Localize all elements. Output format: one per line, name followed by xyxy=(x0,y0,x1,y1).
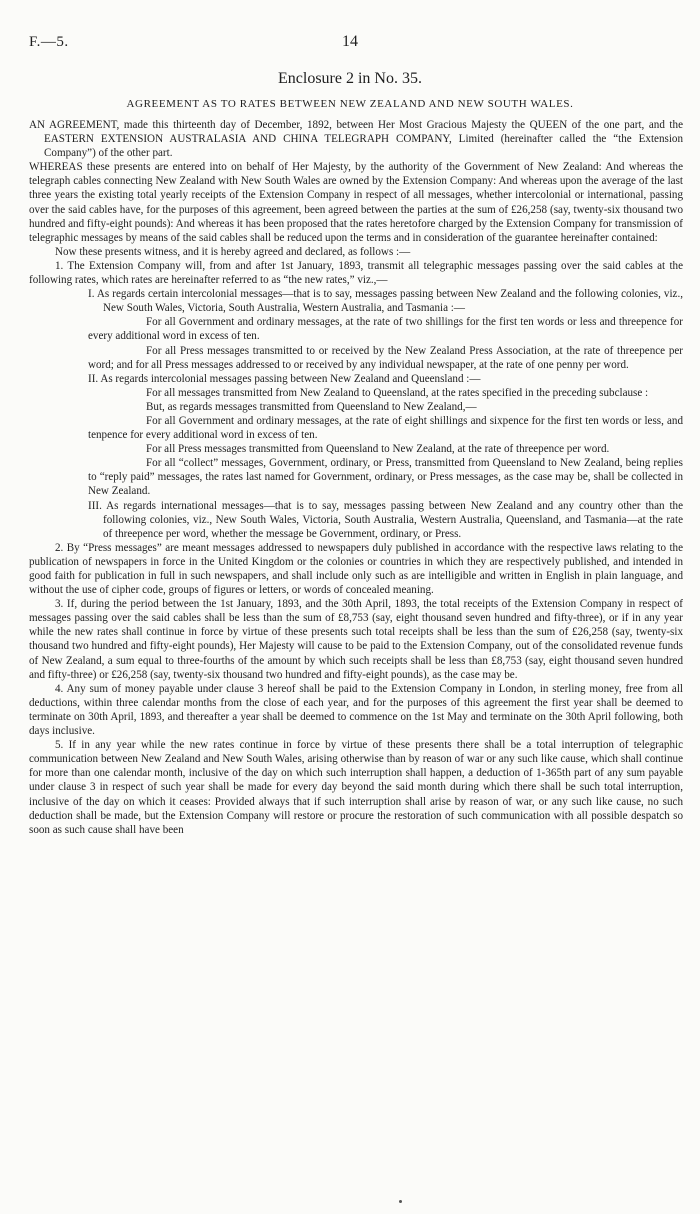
clause-5: 5. If in any year while the new rates continue in force by virtue of these presents there shall be a total interruption of telegraphic communication between New Zealand and New South Wales, arising otherwise than by reason of war or any such like cause, which shall continue for more than one calendar month, inclusive of the day on which such interruption shall happen, a deduction of 1-365th part of any sum payable under clause 3 in respect of such year shall be made for every day beyond the said month during which there shall be such total interruption, inclusive of the day on which it ceases: Provided always that if such interruption shall arise by reason of war, or any such like cause, no such deduction shall be made, but the Extension Company will restore or procure the restoration of such communication with all possible despatch so soon as such cause shall have been xyxy=(29,739,683,836)
paragraph-whereas: WHEREAS these presents are entered into on behalf of Her Majesty, by the authority of the Government of New Zealand: And whereas the telegraph cables connecting New Zealand with New South Wales are owned by the Extension Company: And whereas upon the average of the last three years the existing total yearly receipts of the Extension Company in respect of all messages, whether intercolonial or international, passing over the said cables have, for the purposes of this agreement, been agreed between the parties at the sum of £26,258 (say, twenty-six thousand two hundred and fifty-eight pounds): And whereas it has been proposed that the rates heretofore charged by the Extension Company for transmission of telegraphic messages by means of the said cables shall be reduced upon the terms and in consideration of the guarantee hereinafter contained: xyxy=(29,161,683,244)
paragraph-agreement: AN AGREEMENT, made this thirteenth day of December, 1892, between Her Most Gracious Majesty the QUEEN of the one part, and the EASTERN EXTENSION AUSTRALASIA AND CHINA TELEGRAPH COMPANY, Limited (hereinafter called the “the Extension Company”) of the other part. xyxy=(29,119,683,160)
subclause-ii-qld-to-nz: But, as regards messages transmitted from Queensland to New Zealand,— xyxy=(146,400,477,413)
subclause-ii-collect: For all “collect” messages, Government, ordinary, or Press, transmitted from Queensland to New Zealand, being replies to “reply paid” messages, the rates last named for Government, ordinary, or Press messages, as the case may be, shall be collected in New Zealand. xyxy=(88,457,683,498)
clause-3: 3. If, during the period between the 1st January, 1893, and the 30th April, 1893, the total receipts of the Extension Company in respect of messages passing over the said cables shall be less than the sum of £8,753 (say, eight thousand seven hundred and fifty-three), or if in any year while the new rates shall continue in force by virtue of these presents such total receipts shall be less than the sum of £26,258 (say, twenty-six thousand two hundred and fifty-eight pounds), Her Majesty will cause to be paid to the Extension Company, out of the consolidated revenue funds of New Zealand, a sum equal to three-fourths of the amount by which such receipts shall be less than £8,753 (say, eight thousand seven hundred and fifty-three) or £26,258 (say, twenty-six thousand two hundred and fifty-eight pounds), as the case may be. xyxy=(29,598,683,681)
subclause-i-government: For all Government and ordinary messages, at the rate of two shillings for the first ten words or less and threepence for every additional word in excess of ten. xyxy=(88,316,683,343)
subclause-i: I. As regards certain intercolonial messages—that is to say, messages passing between New Zealand and the following colonies, viz., New South Wales, Victoria, South Australia, Western Australia, and Tasmania :— xyxy=(88,288,683,315)
subclause-i-press: For all Press messages transmitted to or received by the New Zealand Press Association, at the rate of threepence per word; and for all Press messages addressed to or received by any individual newspaper, at the rate of one penny per word. xyxy=(88,344,683,371)
subclause-ii: II. As regards intercolonial messages passing between New Zealand and Queensland :— xyxy=(88,372,481,385)
clause-2: 2. By “Press messages” are meant messages addressed to newspapers duly published in accordance with the respective laws relating to the publication of newspapers in force in the United Kingdom or the colonies or countries in which they are respectively published, and intended in good faith for publication in full in such newspapers, and shall include only such as are intelligible and written in English in plain language, and without the use of cipher code, groups of figures or letters, or words of concealed meaning. xyxy=(29,541,683,597)
agreement-title: AGREEMENT AS TO RATES BETWEEN NEW ZEALAND AND NEW SOUTH WALES. xyxy=(126,98,574,110)
subclause-ii-nz-to-qld: For all messages transmitted from New Zealand to Queensland, at the rates specified in the preceding subclause : xyxy=(146,386,649,399)
clause-4: 4. Any sum of money payable under clause 3 hereof shall be paid to the Extension Company in London, in sterling money, free from all deductions, within three calendar months from the close of each year, and for the purposes of this agreement the first year shall be deemed to terminate on 30th April, 1893, and thereafter a year shall be deemed to commence on the 1st May and terminate on the 30th April following, both days inclusive. xyxy=(29,682,683,738)
page-number: 14 xyxy=(342,33,358,50)
subclause-ii-press: For all Press messages transmitted from Queensland to New Zealand, at the rate of threepence per word. xyxy=(146,443,610,456)
enclosure-heading: Enclosure 2 in No. 35. xyxy=(278,70,422,87)
subclause-ii-government: For all Government and ordinary messages, at the rate of eight shillings and sixpence for the first ten words or less, and tenpence for every additional word in excess of ten. xyxy=(88,414,683,442)
clause-1: 1. The Extension Company will, from and after 1st January, 1893, transmit all telegraphic messages passing over the said cables at the following rates, which rates are hereinafter referred to as “the new rates,” viz.,— xyxy=(29,259,683,287)
page-speck xyxy=(399,1200,402,1203)
paragraph-now: Now these presents witness, and it is hereby agreed and declared, as follows :— xyxy=(55,245,411,258)
subclause-iii: III. As regards international messages—that is to say, messages passing between New Zealand and any country other than the following colonies, viz., New South Wales, Victoria, South Australia, Western Australia, Queensland, and Tasmania—at the rate of threepence per word, whether the message be Government, ordinary, or Press. xyxy=(88,499,683,540)
document-reference: F.—5. xyxy=(29,34,69,50)
document-body xyxy=(29,118,683,837)
